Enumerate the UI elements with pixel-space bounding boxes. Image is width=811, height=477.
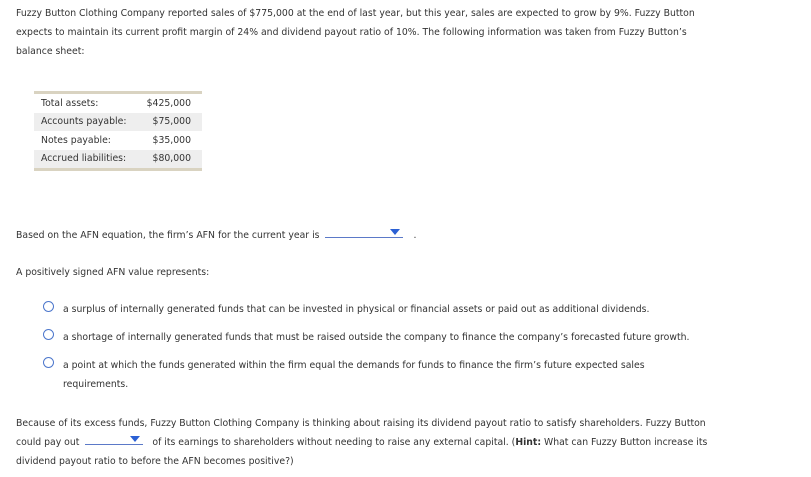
afn-value-dropdown[interactable] xyxy=(325,226,403,238)
table-row xyxy=(34,113,202,132)
radio-button[interactable] xyxy=(43,329,54,340)
table-row xyxy=(34,150,202,169)
afn-meaning-prompt: A positively signed AFN value represents: xyxy=(16,267,210,278)
radio-button[interactable] xyxy=(43,357,54,368)
hint-text: What can Fuzzy Button increase its xyxy=(541,437,708,448)
table-row xyxy=(34,131,202,150)
dividend-line-3: dividend payout ratio to before the AFN becomes positive?) xyxy=(16,456,294,467)
intro-line-3: balance sheet: xyxy=(16,46,85,57)
option-label-line: a shortage of internally generated funds that must be raised outside the company to finance the company’s forecasted future growth. xyxy=(63,332,690,343)
row-label: Total assets: xyxy=(41,97,99,109)
intro-line-1: Fuzzy Button Clothing Company reported sales of $775,000 at the end of last year, but this year, sales are expected to grow by 9%. Fuzzy Button xyxy=(16,8,695,19)
afn-question-text: Based on the AFN equation, the firm’s AFN for the current year is xyxy=(16,230,320,241)
option-label-line: requirements. xyxy=(63,379,129,390)
row-label: Accounts payable: xyxy=(34,113,134,132)
option-label xyxy=(63,300,723,319)
intro-paragraph xyxy=(16,4,786,61)
option-label-line: a point at which the funds generated within the firm equal the demands for funds to finance the firm’s future expected sales xyxy=(63,360,645,371)
option-label xyxy=(63,356,723,394)
dividend-line-2-pre: could pay out xyxy=(16,437,80,448)
caret-down-icon xyxy=(130,436,140,442)
dividend-line-2-post: of its earnings to shareholders without needing to raise any external capital. ( xyxy=(152,437,516,448)
dividend-question xyxy=(16,414,786,471)
table-bottom-rule xyxy=(34,168,202,171)
option-label xyxy=(63,328,723,347)
option-label-line: a surplus of internally generated funds that can be invested in physical or financial assets or paid out as additional dividends. xyxy=(63,304,650,315)
balance-sheet-table xyxy=(34,91,202,171)
caret-down-icon xyxy=(390,229,400,235)
table-row xyxy=(34,94,202,113)
hint-label: Hint: xyxy=(515,437,542,448)
dividend-line-1: Because of its excess funds, Fuzzy Button Clothing Company is thinking about raising its dividend payout ratio to satisfy shareholders. Fuzzy Button xyxy=(16,418,706,429)
row-label: Accrued liabilities: xyxy=(34,150,134,169)
radio-button[interactable] xyxy=(43,301,54,312)
dividend-line-2 xyxy=(16,433,786,452)
row-label: Notes payable: xyxy=(41,134,111,146)
afn-question xyxy=(16,226,786,245)
row-value: $425,000 xyxy=(146,97,191,109)
intro-line-2: expects to maintain its current profit margin of 24% and dividend payout ratio of 10%. The following information was taken from Fuzzy Button’s xyxy=(16,27,687,38)
row-value: $75,000 xyxy=(134,113,202,132)
payout-ratio-dropdown[interactable] xyxy=(85,433,143,445)
row-value: $80,000 xyxy=(134,150,202,169)
row-value: $35,000 xyxy=(152,134,191,146)
afn-question-suffix: . xyxy=(413,230,417,241)
